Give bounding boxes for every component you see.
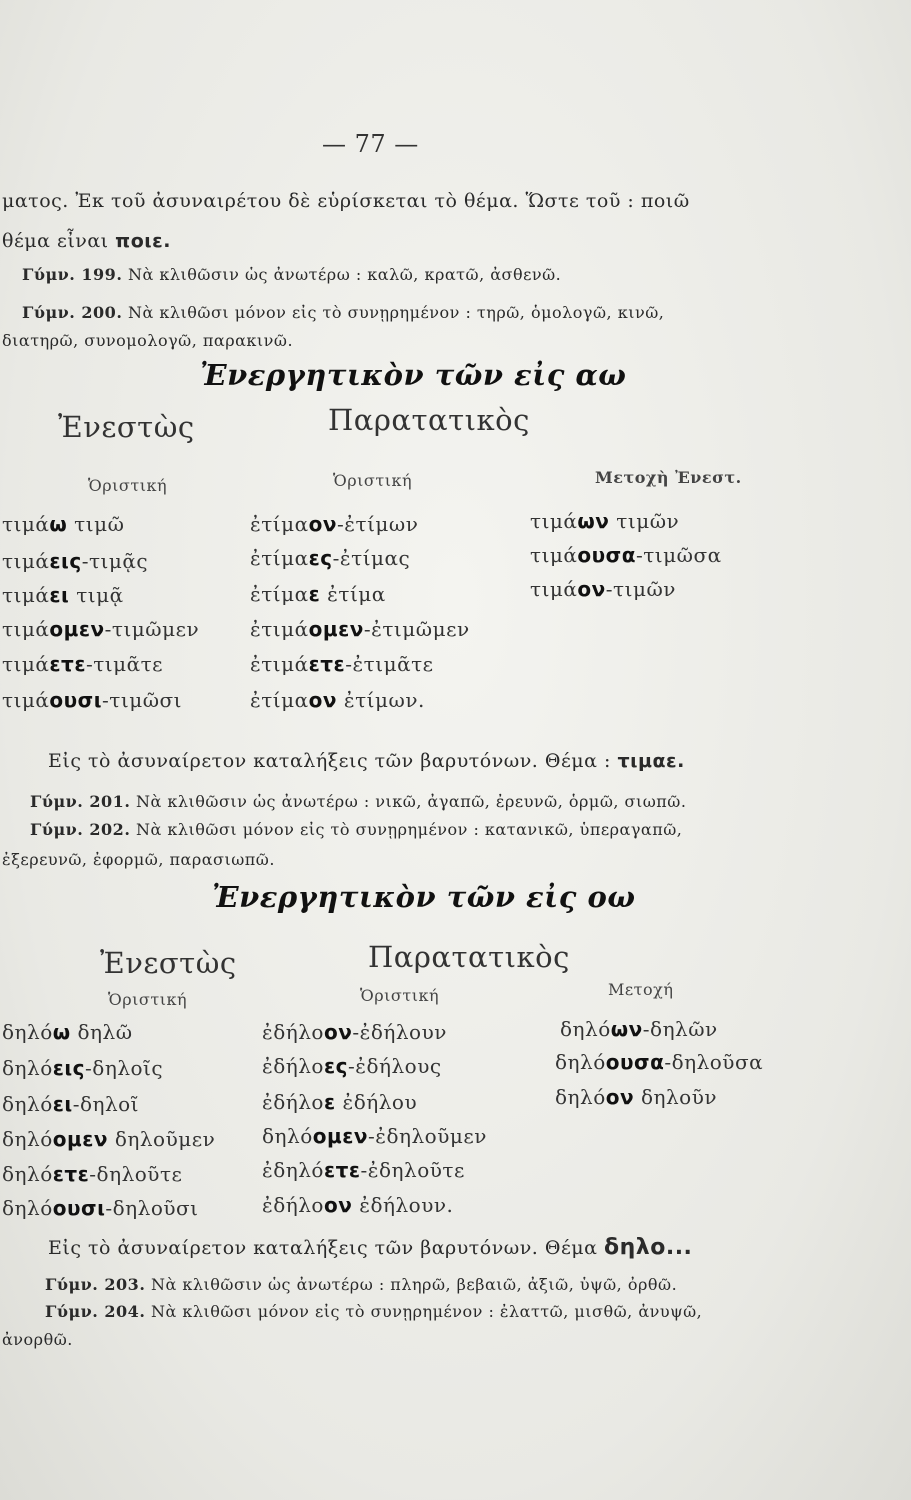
intro-line-2-text: θέμα εἶναι <box>2 230 116 252</box>
form-row: τιμάει τιμᾷ <box>2 583 124 607</box>
form-row: ἐδήλοον-ἐδήλουν <box>262 1020 447 1044</box>
form-row: ἐτίμαον-ἐτίμων <box>250 512 419 536</box>
form-row: δηλόων-δηλῶν <box>560 1017 718 1041</box>
exercise-201 <box>30 792 686 811</box>
present-mood-label-2: Ὁριστική <box>108 990 188 1009</box>
exercise-text: Νὰ κλιθῶσιν ὡς ἀνωτέρω : νικῶ, ἀγαπῶ, ἐρευνῶ, ὁρμῶ, σιωπῶ. <box>130 792 687 811</box>
theme-bold: δηλο... <box>604 1235 693 1260</box>
exercise-200-cont: διατηρῶ, συνομολογῶ, παρακινῶ. <box>2 331 294 350</box>
form-row: ἐτιμάετε-ἐτιμᾶτε <box>250 652 434 676</box>
imperfect-title: Παρατατικὸς <box>328 403 530 437</box>
participle-label-2: Μετοχή <box>608 980 674 999</box>
form-row: τιμάω τιμῶ <box>2 512 125 536</box>
form-row: ἐτίμαον ἐτίμων. <box>250 688 425 712</box>
present-mood-label: Ὁριστική <box>88 476 168 495</box>
form-row: δηλόουσα-δηλοῦσα <box>555 1050 764 1074</box>
form-row: τιμάων τιμῶν <box>530 509 680 533</box>
form-row: τιμάετε-τιμᾶτε <box>2 652 164 676</box>
intro-line-2 <box>2 230 171 252</box>
present-title-2: Ἐνεστὼς <box>100 946 237 980</box>
theme-bold: τιμαε. <box>617 750 685 772</box>
imperfect-mood-label: Ὁριστική <box>333 471 413 490</box>
form-row: τιμάομεν-τιμῶμεν <box>2 617 200 641</box>
exercise-label: Γύμν. 201. <box>30 792 131 811</box>
theme-text: Εἰς τὸ ἀσυναίρετον καταλήξεις τῶν βαρυτόνων. Θέμα <box>48 1237 605 1259</box>
participle-label: Μετοχὴ Ἐνεστ. <box>595 468 742 487</box>
form-row: ἐτιμάομεν-ἐτιμῶμεν <box>250 617 470 641</box>
form-row: δηλόω δηλῶ <box>2 1020 133 1044</box>
imperfect-mood-label-2: Ὁριστική <box>360 986 440 1005</box>
form-row: ἐτίμαε ἐτίμα <box>250 582 386 606</box>
form-row: δηλόουσι-δηλοῦσι <box>2 1196 199 1220</box>
form-row: τιμάουσι-τιμῶσι <box>2 688 183 712</box>
form-row: ἐδηλόετε-ἐδηλοῦτε <box>262 1158 465 1182</box>
theme-text: Εἰς τὸ ἀσυναίρετον καταλήξεις τῶν βαρυτόνων. Θέμα : <box>48 750 618 772</box>
form-row: τιμάεις-τιμᾷς <box>2 549 149 573</box>
exercise-text: Νὰ κλιθῶσι μόνον εἰς τὸ συνῃρημένον : τηρῶ, ὁμολογῶ, κινῶ, <box>122 303 665 322</box>
exercise-text: Νὰ κλιθῶσι μόνον εἰς τὸ συνῃρημένον : ἐλαττῶ, μισθῶ, ἀνυψῶ, <box>145 1302 703 1321</box>
imperfect-title-2: Παρατατικὸς <box>368 940 570 974</box>
form-row: ἐδήλοες-ἐδήλους <box>262 1054 442 1078</box>
exercise-200 <box>22 303 664 322</box>
form-row: τιμάουσα-τιμῶσα <box>530 543 722 567</box>
form-row: δηλόομεν δηλοῦμεν <box>2 1127 216 1151</box>
exercise-199 <box>22 265 561 284</box>
exercise-label: Γύμν. 199. <box>22 265 123 284</box>
exercise-204-cont: ἀνορθῶ. <box>2 1330 73 1349</box>
form-row: δηλόομεν-ἐδηλοῦμεν <box>262 1124 487 1148</box>
form-row: τιμάον-τιμῶν <box>530 577 676 601</box>
exercise-202-cont: ἐξερευνῶ, ἐφορμῶ, παρασιωπῶ. <box>2 850 275 869</box>
exercise-text: Νὰ κλιθῶσιν ὡς ἀνωτέρω : καλῶ, κρατῶ, ἀσθενῶ. <box>122 265 562 284</box>
exercise-text: Νὰ κλιθῶσιν ὡς ἀνωτέρω : πληρῶ, βεβαιῶ, ἀξιῶ, ὑψῶ, ὀρθῶ. <box>145 1275 678 1294</box>
form-row: ἐτίμαες-ἐτίμας <box>250 546 411 570</box>
theme-line-aw <box>48 750 685 772</box>
page-number: — 77 — <box>322 130 419 158</box>
present-title: Ἐνεστὼς <box>58 410 195 444</box>
form-row: δηλόει-δηλοῖ <box>2 1092 140 1116</box>
form-row: δηλόεις-δηλοῖς <box>2 1056 164 1080</box>
section-heading-ow: Ἐνεργητικὸν τῶν εἰς οω <box>212 880 636 914</box>
exercise-label: Γύμν. 200. <box>22 303 123 322</box>
theme-line-ow <box>48 1235 692 1260</box>
exercise-text: Νὰ κλιθῶσι μόνον εἰς τὸ συνῃρημένον : κατανικῶ, ὑπεραγαπῶ, <box>130 820 683 839</box>
form-row: ἐδήλοον ἐδήλουν. <box>262 1193 454 1217</box>
exercise-label: Γύμν. 203. <box>45 1275 146 1294</box>
exercise-202 <box>30 820 682 839</box>
exercise-label: Γύμν. 204. <box>45 1302 146 1321</box>
exercise-204 <box>45 1302 702 1321</box>
exercise-203 <box>45 1275 677 1294</box>
exercise-label: Γύμν. 202. <box>30 820 131 839</box>
intro-line-1: ματος. Ἐκ τοῦ ἀσυναιρέτου δὲ εὑρίσκεται τὸ θέμα. Ὥστε τοῦ : ποιῶ <box>2 190 690 212</box>
form-row: δηλόετε-δηλοῦτε <box>2 1162 183 1186</box>
form-row: ἐδήλοε ἐδήλου <box>262 1090 418 1114</box>
section-heading-aw: Ἐνεργητικὸν τῶν εἰς αω <box>200 358 627 392</box>
intro-theme: ποιε. <box>115 230 171 252</box>
form-row: δηλόον δηλοῦν <box>555 1085 718 1109</box>
